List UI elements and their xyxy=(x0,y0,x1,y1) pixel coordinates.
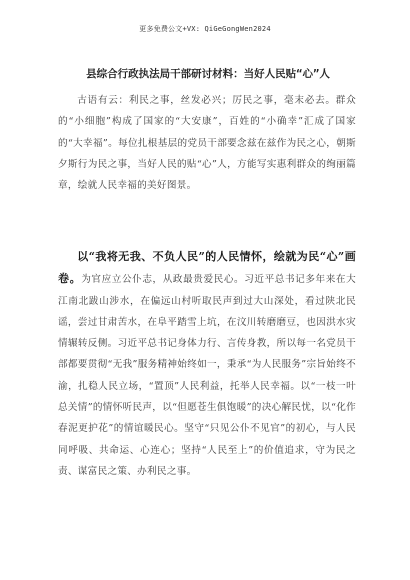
paragraph-intro xyxy=(58,90,356,196)
paragraph-section-1-text: 为官应立公仆志，从政最贵爱民心。习近平总书记多年来在大江南北跋山涉水，在偏远山村听取民声到过大山深处，看过陕北民谣，尝过甘肃苦水，在阜平踏雪上坑，在汶川转磨磨豆，也因洪水灾情辗转反侧。习近平总书记身体力行、言传身教，所以每一名党员干部都要贯彻“无我”服务精神始终如一，秉承“为人民服务”宗旨始终不渝，扎稳人民立场，“置顶”人民利益，托举人民幸福。以“一枝一叶总关情”的情怀听民声，以“但愿苍生俱饱暖”的决心解民忧，以“化作春泥更护花”的情谊暖民心。坚守“只见公仆不见官”的初心，与人民同呼吸、共命运、心连心；坚持“人民至上”的价值追求，守为民之责、谋富民之策、办利民之事。 xyxy=(58,274,356,477)
document-title: 县综合行政执法局干部研讨材料：当好人民贴“心”人 xyxy=(86,68,330,80)
paragraph-intro-text: 古语有云：利民之事，丝发必兴；厉民之事，毫末必去。群众的“小细胞”构成了国家的“大安康”，百姓的“小确幸”汇成了国家的“大幸福”。每位扎根基层的党员干部要念兹在兹作为民之心，朝斯夕斯行为民之事，当好人民的贴“心”人，方能写实惠利群众的绚丽篇章，绘就人民幸福的美好图景。 xyxy=(58,95,356,192)
header-note: 更多免费公文+VX: QiGeGongWen2024 xyxy=(139,25,271,33)
paragraph-section-1 xyxy=(58,246,356,482)
section-lead-heading: 以“我将无我、不负人民”的人民情怀，绘就为民“心”画卷。 xyxy=(58,250,356,286)
